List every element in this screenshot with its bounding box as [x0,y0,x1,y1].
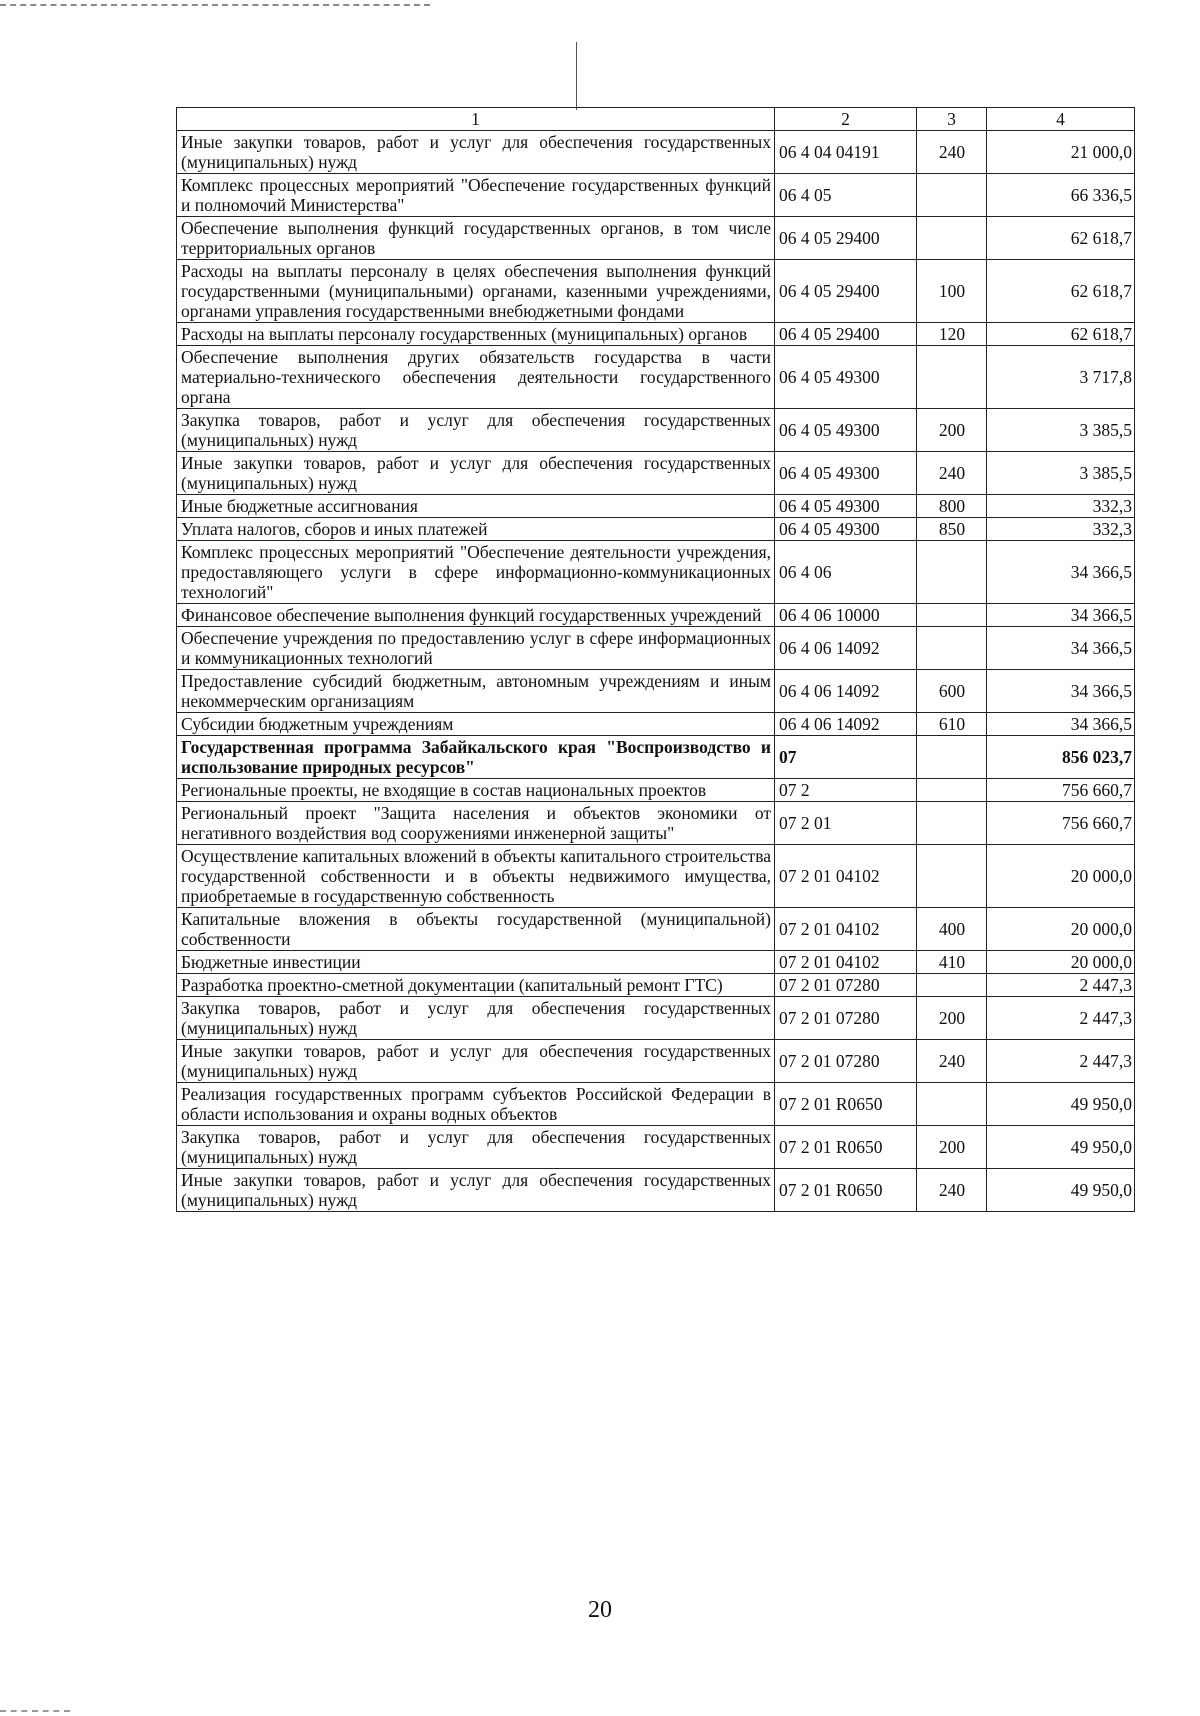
scan-artifact-top-line [0,4,430,6]
row-name-cell: Бюджетные инвестиции [177,951,775,974]
row-type-cell: 200 [917,409,987,452]
row-code-cell: 07 2 01 04102 [775,908,917,951]
row-sum-cell: 34 366,5 [987,604,1135,627]
row-type-cell: 800 [917,495,987,518]
row-sum-cell: 49 950,0 [987,1169,1135,1212]
table-header [177,108,1135,131]
row-name-cell: Иные закупки товаров, работ и услуг для обеспечения государственных (муниципальных) нужд [177,131,775,174]
row-sum-cell: 20 000,0 [987,951,1135,974]
row-sum-cell: 2 447,3 [987,1040,1135,1083]
row-name-cell: Закупка товаров, работ и услуг для обеспечения государственных (муниципальных) нужд [177,409,775,452]
row-sum-cell: 49 950,0 [987,1083,1135,1126]
row-sum-cell: 34 366,5 [987,627,1135,670]
table-row [177,779,1135,802]
row-sum-cell: 3 385,5 [987,452,1135,495]
table-row [177,997,1135,1040]
table-row [177,1169,1135,1212]
row-type-cell [917,1083,987,1126]
header-col-sum: 4 [987,108,1135,131]
row-sum-cell: 3 385,5 [987,409,1135,452]
row-type-cell [917,627,987,670]
row-code-cell: 06 4 05 49300 [775,409,917,452]
table-row [177,131,1135,174]
row-sum-cell: 20 000,0 [987,845,1135,908]
row-name-cell: Иные закупки товаров, работ и услуг для обеспечения государственных (муниципальных) нужд [177,452,775,495]
header-col-code: 2 [775,108,917,131]
table-row [177,670,1135,713]
table-row [177,1040,1135,1083]
table-row [177,346,1135,409]
row-sum-cell: 62 618,7 [987,323,1135,346]
row-type-cell [917,845,987,908]
row-sum-cell: 66 336,5 [987,174,1135,217]
table-row [177,802,1135,845]
row-code-cell: 06 4 05 49300 [775,518,917,541]
row-type-cell: 100 [917,260,987,323]
row-code-cell: 07 2 01 R0650 [775,1083,917,1126]
row-sum-cell: 62 618,7 [987,260,1135,323]
row-name-cell: Государственная программа Забайкальского края "Воспроизводство и использование природных ресурсов" [177,736,775,779]
page-number: 20 [588,1597,612,1623]
row-type-cell: 240 [917,452,987,495]
row-name-cell: Иные закупки товаров, работ и услуг для обеспечения государственных (муниципальных) нужд [177,1040,775,1083]
row-name-cell: Осуществление капитальных вложений в объекты капитального строительства государственной собственности и в объекты недвижимого имущества, приобретаемые в государственную собственность [177,845,775,908]
row-sum-cell: 332,3 [987,518,1135,541]
row-name-cell: Реализация государственных программ субъектов Российской Федерации в области использования и охраны водных объектов [177,1083,775,1126]
row-type-cell [917,541,987,604]
table-row [177,495,1135,518]
row-type-cell: 240 [917,1169,987,1212]
row-code-cell: 06 4 05 49300 [775,452,917,495]
table-row [177,713,1135,736]
row-name-cell: Расходы на выплаты персоналу в целях обеспечения выполнения функций государственными (муниципальными) органами, казенными учреждениями, органами управления государственными внебюджетными фондами [177,260,775,323]
row-code-cell: 06 4 05 49300 [775,495,917,518]
row-type-cell: 600 [917,670,987,713]
row-name-cell: Закупка товаров, работ и услуг для обеспечения государственных (муниципальных) нужд [177,997,775,1040]
header-col-type: 3 [917,108,987,131]
row-code-cell: 07 2 01 R0650 [775,1126,917,1169]
row-code-cell: 06 4 05 [775,174,917,217]
row-sum-cell: 756 660,7 [987,802,1135,845]
table-row [177,1083,1135,1126]
row-sum-cell: 20 000,0 [987,908,1135,951]
row-code-cell: 06 4 05 29400 [775,217,917,260]
row-name-cell: Обеспечение учреждения по предоставлению услуг в сфере информационных и коммуникационных технологий [177,627,775,670]
row-code-cell: 06 4 05 29400 [775,323,917,346]
scan-artifact-vertical-line [576,42,577,110]
row-code-cell: 07 2 01 07280 [775,1040,917,1083]
row-name-cell: Капитальные вложения в объекты государственной (муниципальной) собственности [177,908,775,951]
row-type-cell [917,802,987,845]
row-type-cell: 200 [917,1126,987,1169]
table-row [177,260,1135,323]
row-code-cell: 06 4 06 10000 [775,604,917,627]
row-name-cell: Региональный проект "Защита населения и объектов экономики от негативного воздействия вод сооружениями инженерной защиты" [177,802,775,845]
row-type-cell: 240 [917,1040,987,1083]
table-body [177,131,1135,1212]
row-code-cell: 06 4 05 29400 [775,260,917,323]
row-code-cell: 07 2 01 [775,802,917,845]
row-type-cell: 410 [917,951,987,974]
row-sum-cell: 3 717,8 [987,346,1135,409]
table-row [177,845,1135,908]
row-code-cell: 07 2 [775,779,917,802]
row-sum-cell: 34 366,5 [987,541,1135,604]
table-row [177,736,1135,779]
table-row [177,174,1135,217]
table-row [177,627,1135,670]
row-type-cell [917,604,987,627]
row-sum-cell: 856 023,7 [987,736,1135,779]
table-row [177,409,1135,452]
row-type-cell: 120 [917,323,987,346]
row-name-cell: Закупка товаров, работ и услуг для обеспечения государственных (муниципальных) нужд [177,1126,775,1169]
row-sum-cell: 34 366,5 [987,670,1135,713]
row-type-cell: 400 [917,908,987,951]
table-row [177,1126,1135,1169]
table-row [177,908,1135,951]
row-name-cell: Обеспечение выполнения других обязательств государства в части материально-технического обеспечения деятельности государственного органа [177,346,775,409]
table-row [177,518,1135,541]
table-row [177,951,1135,974]
row-sum-cell: 2 447,3 [987,974,1135,997]
row-name-cell: Комплекс процессных мероприятий "Обеспечение деятельности учреждения, предоставляющего услуги в сфере информационно-коммуникационных технологий" [177,541,775,604]
table-row [177,452,1135,495]
row-type-cell: 850 [917,518,987,541]
row-code-cell: 06 4 06 14092 [775,670,917,713]
row-sum-cell: 62 618,7 [987,217,1135,260]
row-code-cell: 07 2 01 07280 [775,974,917,997]
row-sum-cell: 2 447,3 [987,997,1135,1040]
row-name-cell: Предоставление субсидий бюджетным, автономным учреждениям и иным некоммерческим организациям [177,670,775,713]
row-name-cell: Иные закупки товаров, работ и услуг для обеспечения государственных (муниципальных) нужд [177,1169,775,1212]
row-code-cell: 07 2 01 07280 [775,997,917,1040]
row-code-cell: 06 4 06 [775,541,917,604]
row-name-cell: Расходы на выплаты персоналу государственных (муниципальных) органов [177,323,775,346]
row-code-cell: 07 [775,736,917,779]
table-row [177,217,1135,260]
scan-artifact-bottom-line [0,1710,70,1712]
header-row [177,108,1135,131]
row-code-cell: 06 4 06 14092 [775,713,917,736]
row-name-cell: Субсидии бюджетным учреждениям [177,713,775,736]
row-code-cell: 07 2 01 04102 [775,845,917,908]
table-row [177,604,1135,627]
row-name-cell: Региональные проекты, не входящие в состав национальных проектов [177,779,775,802]
row-type-cell: 610 [917,713,987,736]
row-sum-cell: 49 950,0 [987,1126,1135,1169]
table-row [177,541,1135,604]
row-sum-cell: 332,3 [987,495,1135,518]
row-type-cell: 240 [917,131,987,174]
header-col-name: 1 [177,108,775,131]
row-type-cell [917,174,987,217]
row-sum-cell: 34 366,5 [987,713,1135,736]
row-code-cell: 07 2 01 04102 [775,951,917,974]
row-name-cell: Уплата налогов, сборов и иных платежей [177,518,775,541]
row-code-cell: 07 2 01 R0650 [775,1169,917,1212]
row-name-cell: Иные бюджетные ассигнования [177,495,775,518]
row-name-cell: Комплекс процессных мероприятий "Обеспечение государственных функций и полномочий Министерства" [177,174,775,217]
row-code-cell: 06 4 04 04191 [775,131,917,174]
budget-table [176,107,1135,1212]
row-type-cell [917,779,987,802]
row-type-cell [917,736,987,779]
row-sum-cell: 756 660,7 [987,779,1135,802]
row-name-cell: Финансовое обеспечение выполнения функций государственных учреждений [177,604,775,627]
row-code-cell: 06 4 06 14092 [775,627,917,670]
table-row [177,974,1135,997]
row-code-cell: 06 4 05 49300 [775,346,917,409]
row-type-cell [917,217,987,260]
row-name-cell: Обеспечение выполнения функций государственных органов, в том числе территориальных органов [177,217,775,260]
row-sum-cell: 21 000,0 [987,131,1135,174]
row-name-cell: Разработка проектно-сметной документации (капитальный ремонт ГТС) [177,974,775,997]
table-row [177,323,1135,346]
row-type-cell [917,346,987,409]
row-type-cell: 200 [917,997,987,1040]
row-type-cell [917,974,987,997]
